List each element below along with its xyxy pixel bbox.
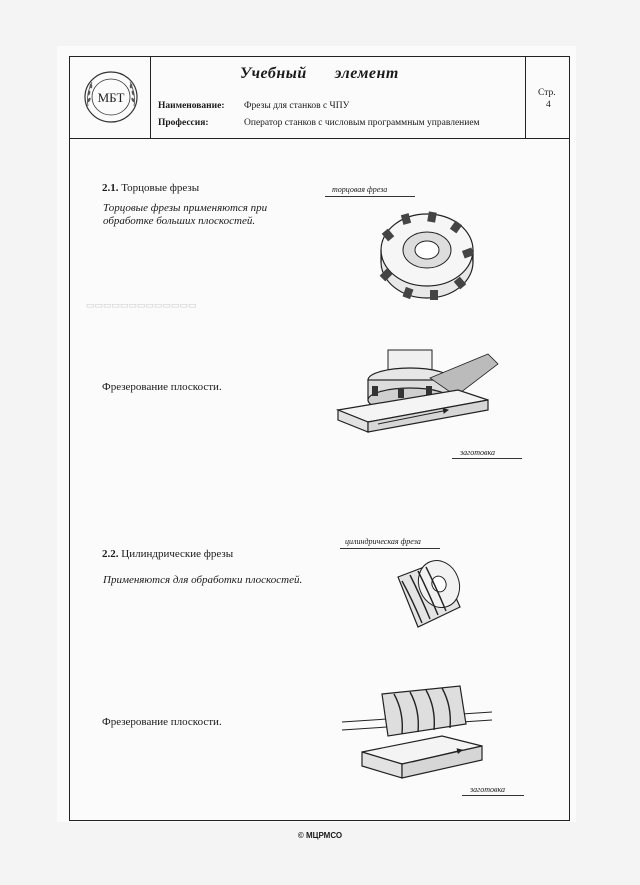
face-mill-illustration xyxy=(372,200,482,310)
profession-value: Оператор станков с числовым программным управлением xyxy=(244,118,480,128)
cylindrical-milling-illustration xyxy=(342,682,492,792)
bleed-through-text: ▭▭▭▭▭▭▭▭▭▭▭▭▭ xyxy=(86,300,197,310)
cylindrical-milling-caption: Фрезерование плоскости. xyxy=(102,716,222,728)
name-label: Наименование: xyxy=(158,101,225,111)
face-milling-illustration xyxy=(338,350,498,455)
section-title-face-mills: 2.1. Торцовые фрезы xyxy=(102,182,200,194)
header-divider-right xyxy=(525,56,526,138)
header-bottom-rule xyxy=(69,138,570,139)
section-title-cylindrical-mills: 2.2. Цилиндрические фрезы xyxy=(102,548,234,560)
header-divider-left xyxy=(150,56,151,138)
document-title: Учебный элемент xyxy=(240,65,399,82)
copyright-footer: © МЦРМСО xyxy=(297,831,343,840)
workpiece-leader-2 xyxy=(462,795,524,796)
profession-label: Профессия: xyxy=(158,118,209,128)
cylindrical-mill-label: цилиндрическая фреза xyxy=(345,537,421,546)
cylindrical-mill-leader xyxy=(340,548,440,549)
cylindrical-mill-illustration xyxy=(388,555,468,635)
workpiece-label-1: заготовка xyxy=(460,448,496,457)
face-milling-caption: Фрезерование плоскости. xyxy=(102,381,222,393)
emblem-logo-icon xyxy=(78,66,144,128)
page-label: Стр. xyxy=(538,88,556,98)
section-note-cylindrical-mills: Применяются для обработки плоскостей. xyxy=(103,574,303,586)
name-value: Фрезы для станков с ЧПУ xyxy=(244,101,350,111)
svg-text:МБТ: МБТ xyxy=(97,90,125,105)
workpiece-leader-1 xyxy=(452,458,522,459)
face-mill-leader xyxy=(325,196,415,197)
face-mill-label: торцовая фреза xyxy=(332,185,388,194)
section-note-face-mills: Торцовые фрезы применяются при обработке больших плоскостей. xyxy=(103,202,268,227)
workpiece-label-2: заготовка xyxy=(470,785,506,794)
page-number: 4 xyxy=(546,100,551,110)
